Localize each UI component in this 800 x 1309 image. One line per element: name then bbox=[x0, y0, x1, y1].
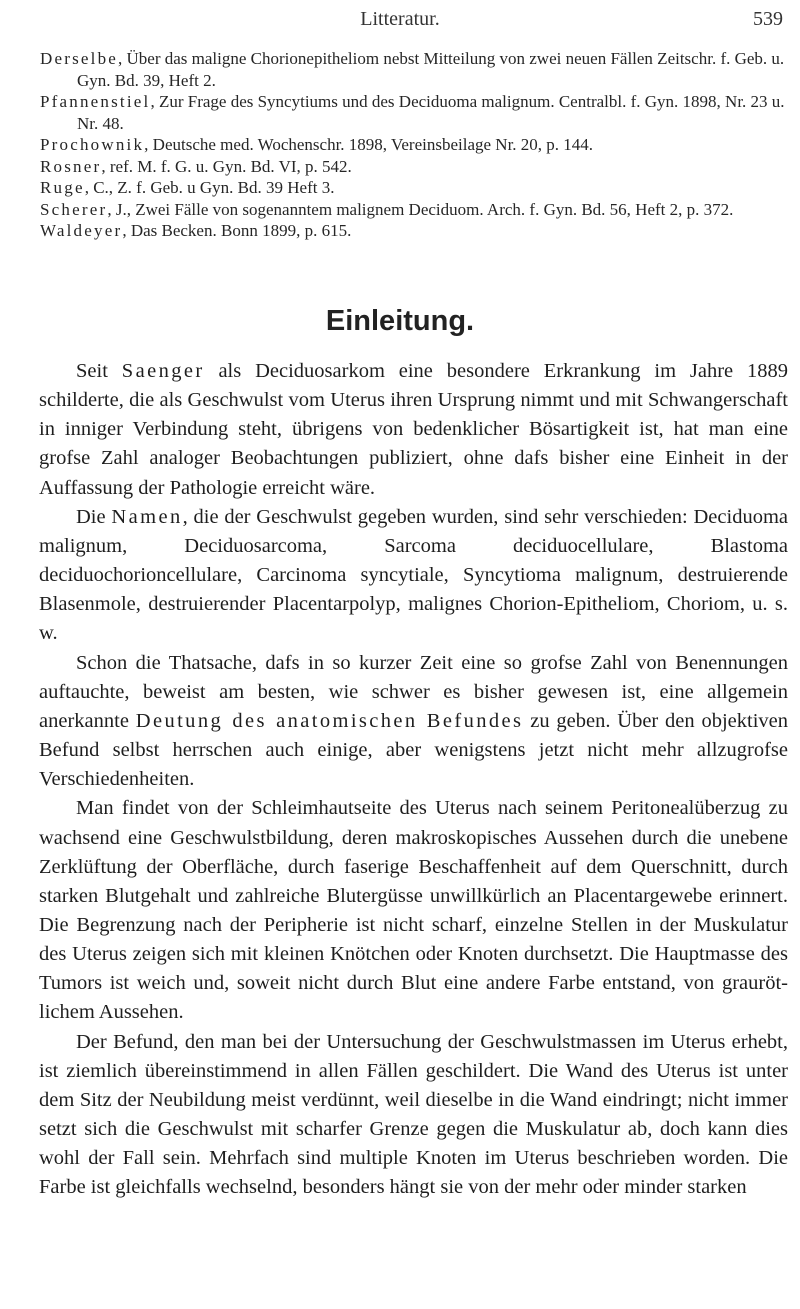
reference-author: Scherer bbox=[40, 199, 108, 219]
reference-text: , C., Z. f. Geb. u Gyn. Bd. 39 Heft 3. bbox=[84, 178, 335, 197]
running-title: Litteratur. bbox=[360, 8, 440, 30]
section-heading: Einleitung. bbox=[325, 305, 475, 338]
paragraph-2 bbox=[39, 503, 788, 649]
reference-text: , Über das maligne Chorionepitheliom nebst Mitteilung von zwei neuen Fällen Zeitschr. f. Geb. u. Gyn. Bd. 39, Heft 2. bbox=[77, 49, 785, 90]
reference-text: , Zur Frage des Syncytiums und des Deciduoma malignum. Centralbl. f. Gyn. 1898, Nr. 23 u. Nr. 48. bbox=[77, 92, 785, 133]
reference-text: , J., Zwei Fälle von sogenanntem malignem Deciduom. Arch. f. Gyn. Bd. 56, Heft 2, p. 372. bbox=[107, 199, 734, 219]
page-number: 539 bbox=[753, 8, 783, 30]
emphasized-term: Namen bbox=[111, 505, 183, 528]
paragraph-5: Der Befund, den man bei der Untersuchung der Geschwulstmassen im Uterus erhebt, ist ziemlich übereinstimmend in allen Fällen geschildert. Die Wand des Uterus ist unter dem Sitz der Neubildung meist verdünnt, weil dieselbe in die Wand eindringt; nicht immer setzt sich die Geschwulst mit scharfer Grenze gegen die Muskulatur ab, doch kann dies wohl der Fall sein. Mehrfach sind multiple Knoten im Uterus beschrieben worden. Die Farbe ist gleichfalls wechselnd, besonders hängt sie von der mehr oder minder starken bbox=[39, 1030, 788, 1199]
paragraph-1 bbox=[39, 357, 788, 503]
paragraph-3 bbox=[39, 649, 788, 795]
paragraph-text: Seit bbox=[76, 360, 122, 382]
reference-entry bbox=[40, 220, 785, 242]
reference-author: Waldeyer bbox=[40, 221, 123, 240]
reference-author: Prochownik bbox=[40, 135, 145, 154]
paragraph-4: Man findet von der Schleimhautseite des Uterus nach seinem Peritonealüberzug zu wachsend eine Geschwulstbildung, deren makroskopisches Aussehen durch die unebene Zerklüftung der Oberfläche, durch faserige Beschaffenheit auf dem Querschnitt, durch starken Blutgehalt und zahlreiche Blutergüsse unwillkürlich an Placentargewebe erinnert. Die Begrenzung nach der Peripherie ist nicht scharf, einzelne Stellen in der Muskulatur des Uterus zeigen sich mit kleinen Knötchen oder Knoten durchsetzt. Die Hauptmasse des Tumors ist weich und, soweit nicht durch Blut eine andere Farbe entstand, von graurötlichem Aussehen. bbox=[39, 797, 788, 1024]
reference-entry bbox=[40, 199, 785, 221]
reference-author: Ruge bbox=[40, 178, 85, 197]
reference-entry bbox=[40, 177, 785, 199]
reference-text: , Das Becken. Bonn 1899, p. 615. bbox=[122, 221, 352, 240]
paragraph-text: zu geben. Über den objektiven Befund selbst herrschen auch einige, aber wenigstens jetzt nicht mehr allzugrofse Verschiedenheiten. bbox=[39, 709, 788, 791]
emphasized-phrase: Deutung des anatomischen Befundes bbox=[135, 709, 524, 732]
reference-entry bbox=[40, 48, 785, 91]
reference-text: , ref. M. f. G. u. Gyn. Bd. VI, p. 542. bbox=[101, 156, 352, 176]
paragraph-text: als Deciduosarkom eine besondere Erkrankung im Jahre 1889 schilderte, die als Geschwulst vom Uterus ihren Ursprung nimmt und mit Schwangerschaft in inniger Verbindung steht, übrigens von bedenklicher Bösartigkeit ist, hat man eine grofse Zahl analoger Beobachtungen publiziert, ohne dafs bisher eine Einheit in der Auffassung der Pathologie erreicht wäre. bbox=[39, 360, 788, 499]
reference-text: , Deutsche med. Wochenschr. 1898, Vereinsbeilage Nr. 20, p. 144. bbox=[144, 135, 594, 154]
paragraph-text: , die der Geschwulst gegeben wurden, sind sehr verschieden: Deciduoma malignum, Deciduosarcoma, Sarcoma deciduocellulare, Blastoma deciduochorioncellulare, Carcinoma syncytiale, Syncytioma malignum, destruierende Blasenmole, destruierender Placentarpolyp, malignes Chorion-Epitheliom, Choriom, u. s. w. bbox=[39, 505, 788, 645]
paragraph-text: Schon die Thatsache, dafs in so kurzer Zeit eine so grofse Zahl von Benennungen auftauchte, beweist am besten, wie schwer es bisher gewesen ist, eine allgemein anerkannte bbox=[39, 651, 788, 732]
reference-list bbox=[40, 48, 785, 242]
body-text bbox=[39, 357, 788, 1203]
reference-author: Derselbe bbox=[40, 49, 119, 68]
author-name: Saenger bbox=[121, 360, 205, 382]
reference-entry bbox=[40, 91, 785, 134]
reference-author: Pfannenstiel bbox=[40, 92, 151, 111]
running-header bbox=[0, 8, 800, 38]
reference-entry bbox=[40, 156, 785, 178]
paragraph-text: Die bbox=[76, 505, 112, 528]
reference-entry bbox=[40, 134, 785, 156]
reference-author: Rosner bbox=[40, 156, 102, 176]
